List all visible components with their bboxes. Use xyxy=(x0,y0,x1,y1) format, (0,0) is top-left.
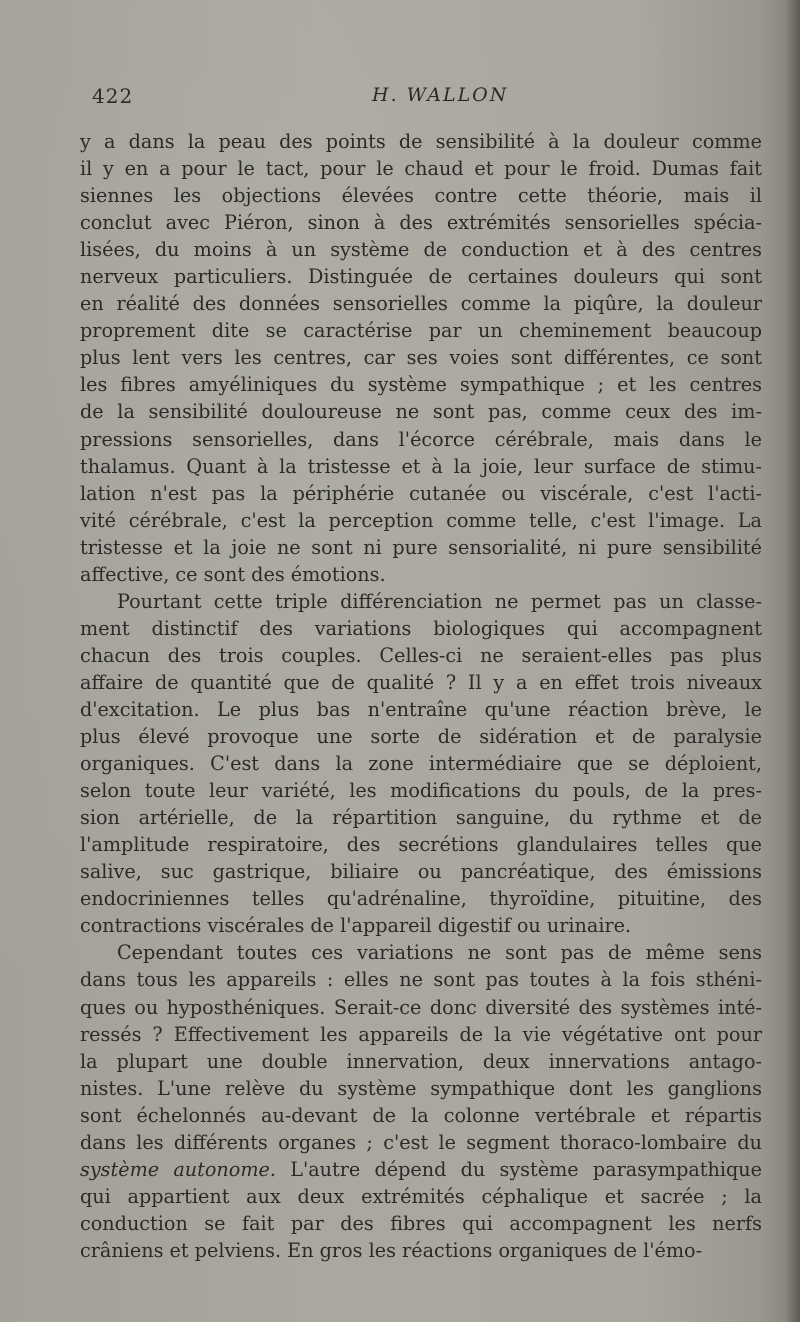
text-line: siennes les objections élevées contre cette théorie, mais il xyxy=(80,184,762,208)
text-line: Pourtant cette triple différenciation ne permet pas un classe- xyxy=(117,589,762,613)
paragraph-p2 xyxy=(80,588,762,940)
text-line: proprement dite se caractérise par un cheminement beaucoup xyxy=(80,319,762,343)
text-fragment: L'autre dépend du système parasympathique xyxy=(276,1157,762,1181)
page-number: 422 xyxy=(92,84,134,108)
text-line: qui appartient aux deux extrémités céphalique et sacrée ; la xyxy=(80,1184,762,1208)
text-line: nistes. L'une relève du système sympathique dont les ganglions xyxy=(80,1076,762,1100)
text-line: selon toute leur variété, les modifications du pouls, de la pres- xyxy=(80,779,762,803)
text-line: dans les différents organes ; c'est le segment thoraco-lombaire du xyxy=(80,1130,762,1154)
text-line: vité cérébrale, c'est la perception comme telle, c'est l'image. La xyxy=(80,508,762,532)
text-line: affaire de quantité que de qualité ? Il y a en effet trois niveaux xyxy=(80,670,762,694)
text-line: endocriniennes telles qu'adrénaline, thyroïdine, pituitine, des xyxy=(80,887,762,911)
text-line: de la sensibilité douloureuse ne sont pas, comme ceux des im- xyxy=(80,400,762,424)
text-line: contractions viscérales de l'appareil digestif ou urinaire. xyxy=(80,914,632,938)
running-title: H. WALLON xyxy=(372,84,509,106)
text-line: salive, suc gastrique, biliaire ou pancréatique, des émissions xyxy=(80,860,762,884)
text-line: tristesse et la joie ne sont ni pure sensorialité, ni pure sensibilité xyxy=(80,535,762,559)
text-line: ques ou hyposthéniques. Serait-ce donc diversité des systèmes inté- xyxy=(80,995,762,1019)
text-line: l'amplitude respiratoire, des secrétions glandulaires telles que xyxy=(80,833,762,857)
text-line: ment distinctif des variations biologiques qui accompagnent xyxy=(80,616,762,640)
italic-term: système autonome. xyxy=(80,1157,276,1181)
text-line: affective, ce sont des émotions. xyxy=(80,562,386,586)
text-line: chacun des trois couples. Celles-ci ne seraient-elles pas plus xyxy=(80,643,762,667)
text-line: dans tous les appareils : elles ne sont pas toutes à la fois sthéni- xyxy=(80,968,762,992)
running-head xyxy=(92,84,752,112)
text-line: sion artérielle, de la répartition sanguine, du rythme et de xyxy=(80,806,762,830)
text-line: sont échelonnés au-devant de la colonne vertébrale et répartis xyxy=(80,1103,762,1127)
page-edge-shadow xyxy=(786,0,800,1322)
text-line: les fibres amyéliniques du système sympathique ; et les centres xyxy=(80,373,762,397)
text-line: en réalité des données sensorielles comme la piqûre, la douleur xyxy=(80,292,762,316)
text-line: Cependant toutes ces variations ne sont pas de même sens xyxy=(117,941,762,965)
text-line: pressions sensorielles, dans l'écorce cérébrale, mais dans le xyxy=(80,427,762,451)
body-text xyxy=(80,128,762,1264)
text-line: il y en a pour le tact, pour le chaud et pour le froid. Dumas fait xyxy=(80,157,762,181)
text-line: crâniens et pelviens. En gros les réactions organiques de l'émo- xyxy=(80,1238,703,1262)
paragraph-p1 xyxy=(80,128,762,588)
text-line: plus lent vers les centres, car ses voies sont différentes, ce sont xyxy=(80,346,762,370)
text-line: ressés ? Effectivement les appareils de la vie végétative ont pour xyxy=(80,1022,762,1046)
text-line: thalamus. Quant à la tristesse et à la joie, leur surface de stimu- xyxy=(80,454,762,478)
text-line: nerveux particuliers. Distinguée de certaines douleurs qui sont xyxy=(80,265,762,289)
text-line: organiques. C'est dans la zone intermédiaire que se déploient, xyxy=(80,752,762,776)
text-line: conclut avec Piéron, sinon à des extrémités sensorielles spécia- xyxy=(80,211,762,235)
text-line: conduction se fait par des fibres qui accompagnent les nerfs xyxy=(80,1211,762,1235)
text-line xyxy=(80,1156,762,1183)
text-line: la plupart une double innervation, deux innervations antago- xyxy=(80,1049,762,1073)
text-line: y a dans la peau des points de sensibilité à la douleur comme xyxy=(80,130,762,153)
text-line: plus élevé provoque une sorte de sidération et de paralysie xyxy=(80,725,762,749)
text-line: lation n'est pas la périphérie cutanée ou viscérale, c'est l'acti- xyxy=(80,481,762,505)
text-line: lisées, du moins à un système de conduction et à des centres xyxy=(80,238,762,262)
text-line: d'excitation. Le plus bas n'entraîne qu'une réaction brève, le xyxy=(80,697,762,721)
paragraph-p3 xyxy=(80,939,762,1264)
